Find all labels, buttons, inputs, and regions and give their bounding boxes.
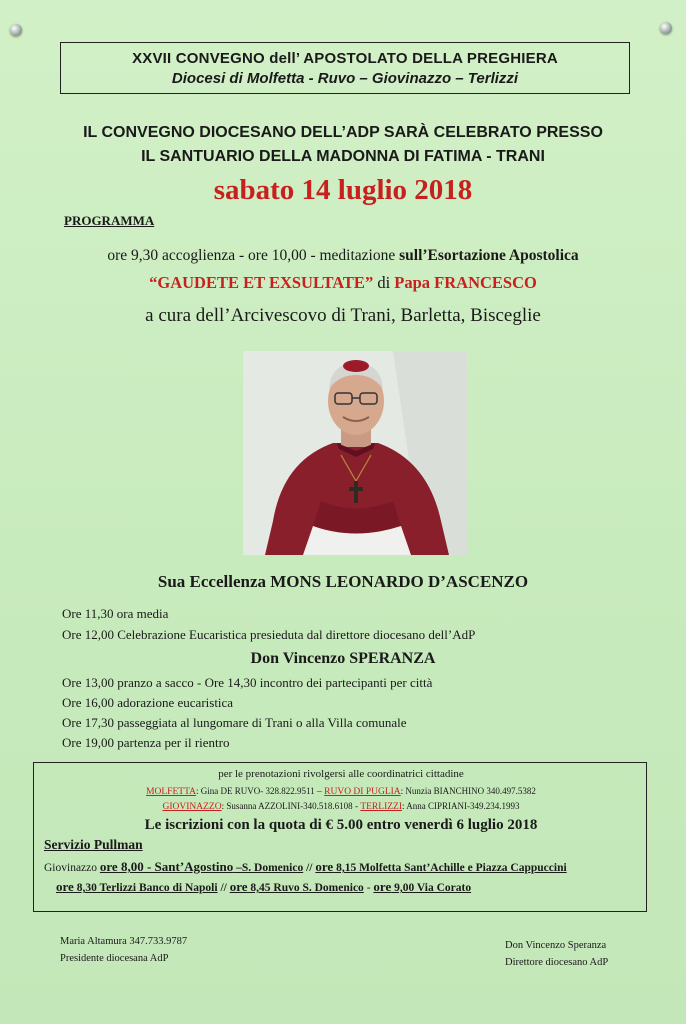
- route-text: ore: [373, 879, 392, 894]
- bishop-portrait-illustration: [243, 351, 467, 555]
- program-line-2: [0, 273, 686, 293]
- event-date: sabato 14 luglio 2018: [213, 174, 473, 206]
- booking-box: [33, 762, 647, 912]
- route-text: ore 8,00 - Sant’Agostino: [99, 859, 234, 874]
- schedule-item: Ore 17,30 passeggiata al lungomare di Trani o alla Villa comunale: [62, 715, 407, 730]
- route-text: 8,30 Terlizzi Banco di Napoli: [73, 882, 218, 894]
- program-line-1-a: ore 9,30 accoglienza - ore 10,00 - meditazione: [107, 247, 400, 264]
- route-text: //: [303, 862, 316, 874]
- director-name: Don Vincenzo SPERANZA: [250, 650, 436, 667]
- schedule-item: Ore 12,00 Celebrazione Eucaristica presieduta dal direttore diocesano dell’AdP: [62, 627, 476, 642]
- program-line-1-b: sull’Esortazione Apostolica: [399, 247, 579, 264]
- contact-row: [34, 801, 648, 812]
- program-line-3: a cura dell’Arcivescovo di Trani, Barletta, Bisceglie: [145, 305, 541, 326]
- bishop-photo: [243, 351, 467, 555]
- separator: –: [314, 787, 325, 797]
- route-text: 9,00 Via Corato: [391, 882, 472, 894]
- bishop-name: MONS LEONARDO D’ASCENZO: [270, 572, 529, 591]
- program-line-1: [0, 247, 686, 265]
- schedule-item: Ore 16,00 adorazione eucaristica: [62, 695, 234, 710]
- signature-right: [505, 937, 608, 971]
- city-label: GIOVINAZZO: [162, 802, 222, 812]
- pushpin-icon: [10, 24, 22, 36]
- pushpin-icon: [660, 22, 672, 34]
- programma-heading: PROGRAMMA: [64, 213, 155, 228]
- route-text: ore: [315, 859, 334, 874]
- separator: -: [352, 802, 361, 812]
- city-label: TERLIZZI: [360, 802, 403, 812]
- city-label: RUVO DI PUGLIA: [324, 787, 401, 797]
- route-text: –S. Domenico: [233, 862, 304, 874]
- route-text: -: [363, 882, 374, 894]
- bishop-line: [0, 572, 686, 592]
- contact-row: [34, 786, 648, 797]
- program-line-2-di: di: [373, 273, 395, 292]
- signature-role: Direttore diocesano AdP: [505, 957, 609, 968]
- diocese-subtitle: Diocesi di Molfetta - Ruvo – Giovinazzo – Terlizzi: [171, 70, 519, 87]
- contact-info: : Gina DE RUVO- 328.822.9511: [195, 786, 315, 796]
- registration-fee: Le iscrizioni con la quota di € 5.00 entro venerdì 6 luglio 2018: [144, 817, 538, 833]
- header-box: [60, 42, 630, 94]
- schedule-item: Ore 13,00 pranzo a sacco - Ore 14,30 incontro dei partecipanti per città: [62, 675, 433, 690]
- contact-info: : Susanna AZZOLINI-340.518.6108: [221, 801, 353, 811]
- bus-route-1: [44, 859, 567, 875]
- bishop-title: Sua Eccellenza: [157, 572, 271, 591]
- route-text: 8,45 Ruvo S. Domenico: [247, 882, 364, 894]
- signature-name: Maria Altamura 347.733.9787: [60, 936, 188, 947]
- route-text: ore: [229, 879, 248, 894]
- route-text: Giovinazzo: [44, 862, 100, 874]
- pope-name: Papa FRANCESCO: [394, 273, 537, 292]
- convention-title: XXVII CONVEGNO dell’ APOSTOLATO DELLA PREGHIERA: [132, 50, 558, 67]
- route-text: ore: [56, 879, 74, 894]
- signature-left: [60, 933, 187, 967]
- venue-line-1: IL CONVEGNO DIOCESANO DELL’ADP SARÀ CELEBRATO PRESSO: [83, 124, 603, 141]
- schedule-item: Ore 11,30 ora media: [62, 606, 169, 621]
- route-text: 8,15 Molfetta Sant’Achille e Piazza Cappuccini: [333, 862, 567, 874]
- schedule-item: Ore 19,00 partenza per il rientro: [62, 735, 230, 750]
- bus-route-2: [56, 879, 471, 895]
- signature-name: Don Vincenzo Speranza: [505, 940, 607, 951]
- contact-info: : Nunzia BIANCHINO 340.497.5382: [400, 786, 536, 796]
- signature-role: Presidente diocesana AdP: [60, 953, 169, 964]
- pullman-heading: Servizio Pullman: [44, 837, 143, 852]
- route-text: //: [217, 882, 230, 894]
- venue-line-2: IL SANTUARIO DELLA MADONNA DI FATIMA - TRANI: [141, 148, 545, 165]
- contact-info: : Anna CIPRIANI-349.234.1993: [402, 801, 520, 811]
- exhortation-title: “GAUDETE ET EXSULTATE”: [149, 273, 374, 292]
- city-label: MOLFETTA: [146, 787, 196, 797]
- booking-intro: per le prenotazioni rivolgersi alle coordinatrici cittadine: [218, 768, 464, 780]
